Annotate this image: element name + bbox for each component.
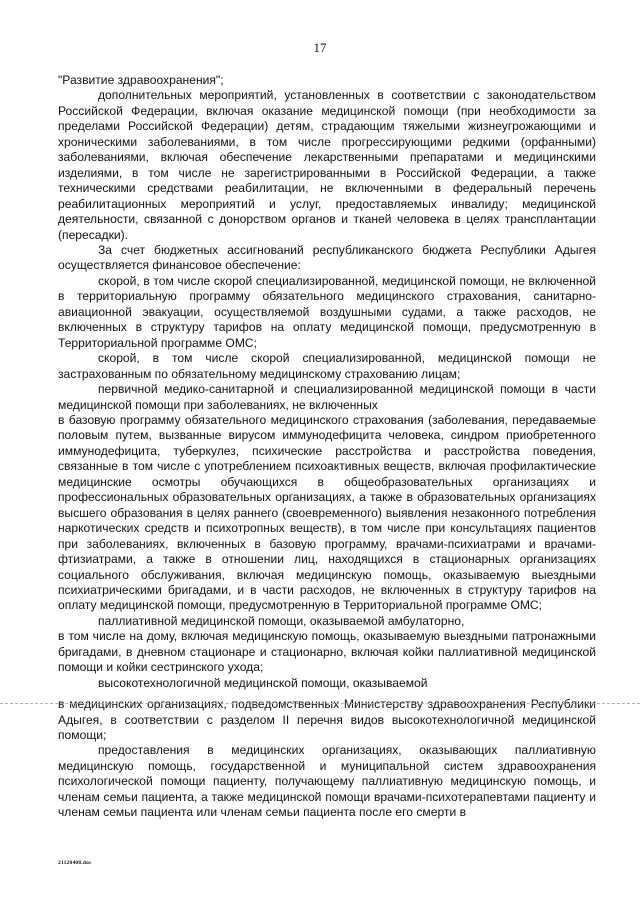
paragraph: в том числе на дому, включая медицинскую помощь, оказываемую выездными патронажными бригадами, в дневном стационаре и стационарно, включая койки паллиативной медицинской помощи и койки сестринского ухода; <box>58 629 596 675</box>
footer-file-code: 21120408.doc <box>58 860 92 866</box>
page-number: 17 <box>313 40 327 55</box>
paragraph: За счет бюджетных ассигнований республиканского бюджета Республики Адыгея осуществляется финансовое обеспечение: <box>58 242 596 273</box>
paragraph: скорой, в том числе скорой специализированной, медицинской помощи, не включенной в территориальную программу обязательного медицинского страхования, санитарно-авиационной эвакуации, осуществляемой воздушными судами, а также расходов, не включенных в структуру тарифов на оплату медицинской помощи, предусмотренную в Территориальной программе ОМС; <box>58 273 596 350</box>
paragraph: высокотехнологичной медицинской помощи, оказываемой <box>98 675 428 690</box>
paragraph: предоставления в медицинских организациях, оказывающих паллиативную медицинскую помощь, государственной и муниципальной систем здравоохранения психологической помощи пациенту, получающему паллиативную медицинскую помощь, и членам семьи пациента, а также медицинской помощи врачами-психотерапевтами пациенту и членам семьи пациента или членам семьи пациента после его смерти в <box>58 743 596 820</box>
paragraph: в базовую программу обязательного медицинского страхования (заболевания, передаваемые половым путем, вызванные вирусом иммунодефицита человека, синдром приобретенного иммунодефицита, туберкулез, психические расстройства и расстройства поведения, связанные в том числе с употреблением психоактивных веществ, включая профилактические медицинские осмотры обучающихся в общеобразовательных организациях и профессиональных образовательных организациях, а также в образовательных организациях высшего образования в целях раннего (своевременного) выявления незаконного потребления наркотических средств и психотропных веществ), в том числе при консультациях пациентов при заболеваниях, включенных в базовую программу, врачами-психиатрами и врачами-фтизиатрами, а также в отношении лиц, находящихся в стационарных организациях социального обслуживания, включая медицинскую помощь, оказываемую выездными психиатрическими бригадами, и в части расходов, не включенных в структуру тарифов на оплату медицинской помощи, предусмотренную в Территориальной программе ОМС; <box>58 412 596 613</box>
paragraph: скорой, в том числе скорой специализированной, медицинской помощи не застрахованным по обязательному медицинскому страхованию лицам; <box>58 351 596 381</box>
paragraph: в медицинских организациях, подведомственных Министерству здравоохранения Республики Адыгея, в соответствии с разделом II перечня видов высокотехнологичной медицинской помощи; <box>58 697 596 743</box>
paragraph: паллиативной медицинской помощи, оказываемой амбулаторно, <box>98 613 465 628</box>
page-fold-line <box>0 703 640 704</box>
paragraph: первичной медико-санитарной и специализированной медицинской помощи в части медицинской помощи при заболеваниях, не включенных <box>58 382 596 412</box>
document-body <box>58 73 596 821</box>
paragraph: "Развитие здравоохранения"; <box>58 73 224 87</box>
paragraph: дополнительных мероприятий, установленных в соответствии с законодательством Российской Федерации, включая оказание медицинской помощи (при необходимости за пределами Российской Федерации) детям, страдающим тяжелыми жизнеугрожающими и хроническими заболеваниями, в том числе прогрессирующими редкими (орфанными) заболеваниями, включая обеспечение лекарственными препаратами и медицинскими изделиями, в том числе не зарегистрированными в Российской Федерации, а также техническими средствами реабилитации, не включенными в федеральный перечень реабилитационных мероприятий и услуг, предоставляемых инвалиду; медицинской деятельности, связанной с донорством органов и тканей человека в целях трансплантации (пересадки). <box>58 88 596 242</box>
